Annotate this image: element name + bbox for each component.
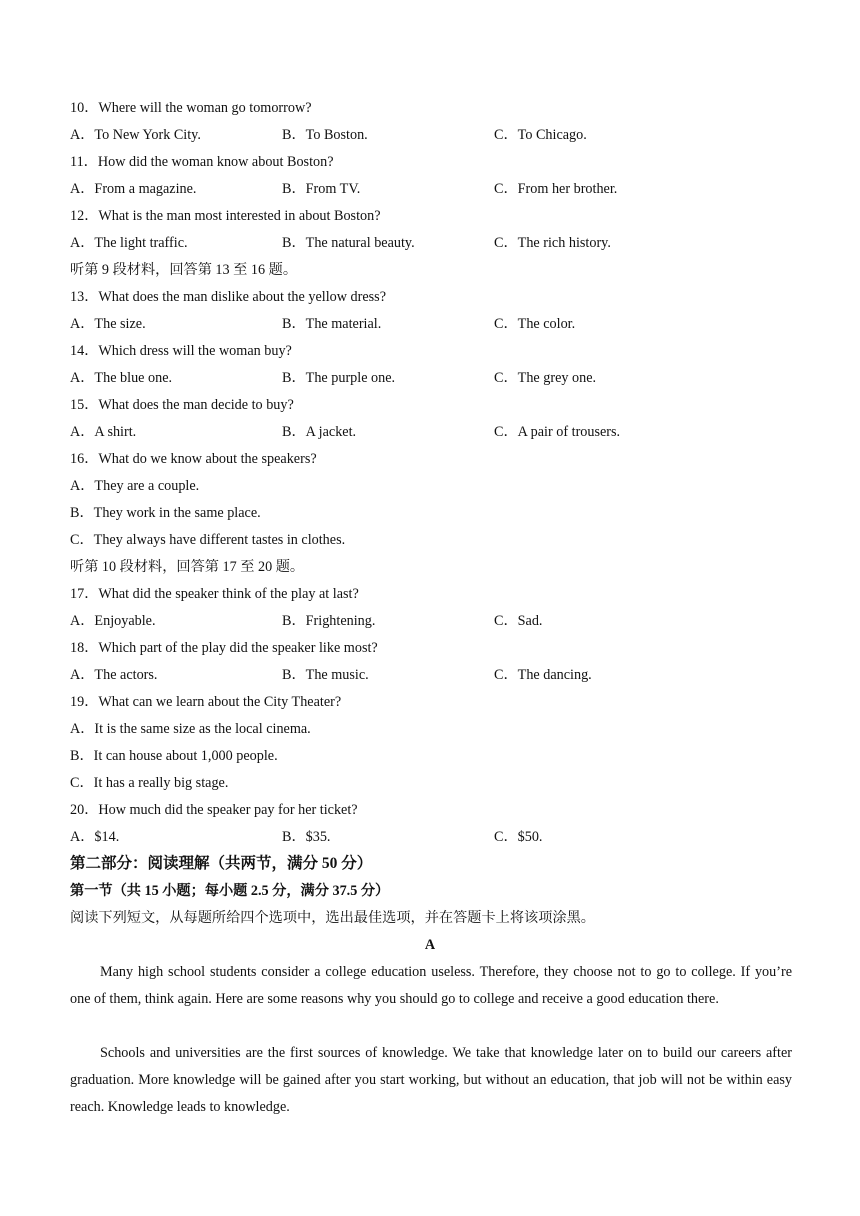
option-c: C．The dancing.: [494, 667, 592, 683]
question-13-options: [70, 314, 790, 334]
option-b: B．The material.: [282, 316, 382, 332]
option-a: A．It is the same size as the local cinema.: [70, 721, 311, 737]
option-b: B．The music.: [282, 667, 369, 683]
part-2-subtitle: 第一节（共 15 小题；每小题 2.5 分，满分 37.5 分）: [70, 883, 390, 899]
question-10-stem: 10．Where will the woman go tomorrow?: [70, 100, 312, 116]
question-19-stem: 19．What can we learn about the City Theater?: [70, 694, 342, 710]
option-a: A．$14.: [70, 829, 120, 845]
option-c: C．They always have different tastes in clothes.: [70, 532, 346, 548]
option-c: C．From her brother.: [494, 181, 618, 197]
section-9-instruction: 听第 9 段材料，回答第 13 至 16 题。: [70, 262, 298, 278]
option-a: A．A shirt.: [70, 424, 137, 440]
question-20-stem: 20．How much did the speaker pay for her ticket?: [70, 802, 358, 818]
passage-paragraph-1: Many high school students consider a college education useless. Therefore, they choose not to go to college. If you’re one of them, think again. Here are some reasons why you should go to college and receive a good education there.: [70, 964, 792, 1007]
question-15-stem: 15．What does the man decide to buy?: [70, 397, 294, 413]
option-a: A．The light traffic.: [70, 235, 188, 251]
option-c: C．The color.: [494, 316, 576, 332]
option-c: C．A pair of trousers.: [494, 424, 621, 440]
question-16-stem: 16．What do we know about the speakers?: [70, 451, 317, 467]
option-a: A．The actors.: [70, 667, 158, 683]
option-c: C．The grey one.: [494, 370, 597, 386]
option-b: B．$35.: [282, 829, 331, 845]
option-a: A．The blue one.: [70, 370, 173, 386]
option-a: A．Enjoyable.: [70, 613, 156, 629]
question-18-stem: 18．Which part of the play did the speaker like most?: [70, 640, 378, 656]
option-b: B．The purple one.: [282, 370, 396, 386]
option-a: A．The size.: [70, 316, 146, 332]
option-b: B．Frightening.: [282, 613, 376, 629]
option-b: B．A jacket.: [282, 424, 357, 440]
question-12-options: [70, 233, 790, 253]
question-17-stem: 17．What did the speaker think of the play at last?: [70, 586, 359, 602]
question-20-options: [70, 827, 790, 847]
question-15-options: [70, 422, 790, 442]
question-14-options: [70, 368, 790, 388]
passage-label: A: [424, 937, 436, 953]
question-14-stem: 14．Which dress will the woman buy?: [70, 343, 292, 359]
part-2-instruction: 阅读下列短文，从每题所给四个选项中，选出最佳选项，并在答题卡上将该项涂黑。: [70, 910, 595, 926]
option-b: B．From TV.: [282, 181, 361, 197]
question-11-stem: 11．How did the woman know about Boston?: [70, 154, 334, 170]
part-2-title: 第二部分：阅读理解（共两节，满分 50 分）: [70, 855, 373, 872]
question-13-stem: 13．What does the man dislike about the yellow dress?: [70, 289, 386, 305]
option-a: A．From a magazine.: [70, 181, 197, 197]
option-c: C．Sad.: [494, 613, 543, 629]
question-12-stem: 12．What is the man most interested in about Boston?: [70, 208, 381, 224]
option-c: C．To Chicago.: [494, 127, 587, 143]
option-b: B．To Boston.: [282, 127, 368, 143]
option-b: B．The natural beauty.: [282, 235, 415, 251]
question-10-options: [70, 125, 790, 145]
option-c: C．$50.: [494, 829, 543, 845]
option-c: C．It has a really big stage.: [70, 775, 229, 791]
question-17-options: [70, 611, 790, 631]
question-18-options: [70, 665, 790, 685]
option-b: B．They work in the same place.: [70, 505, 261, 521]
section-10-instruction: 听第 10 段材料，回答第 17 至 20 题。: [70, 559, 305, 575]
passage-paragraph-2: Schools and universities are the first sources of knowledge. We take that knowledge later on to build our careers after graduation. More knowledge will be gained after you start working, but without an education, that job will not be within easy reach. Knowledge leads to knowledge.: [70, 1045, 792, 1115]
option-a: A．They are a couple.: [70, 478, 200, 494]
question-11-options: [70, 179, 790, 199]
option-c: C．The rich history.: [494, 235, 611, 251]
option-a: A．To New York City.: [70, 127, 201, 143]
option-b: B．It can house about 1,000 people.: [70, 748, 278, 764]
